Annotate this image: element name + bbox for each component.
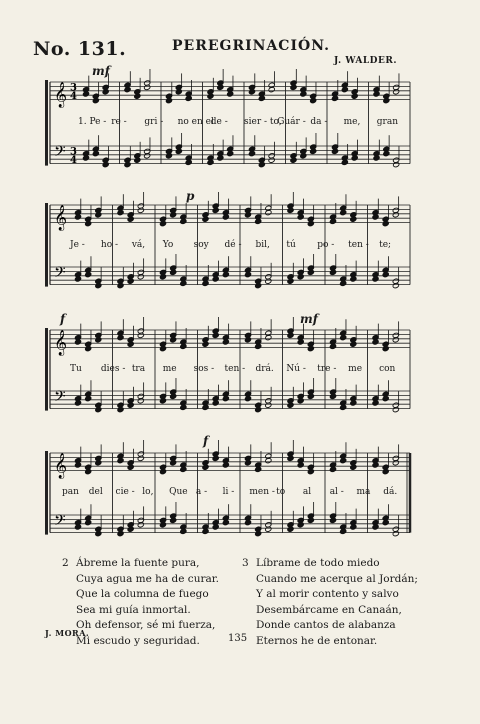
verse-number: 3	[242, 557, 249, 569]
lyric-syllable: tre -	[317, 364, 337, 374]
lyric-syllable: soy	[193, 240, 209, 250]
lyric-syllable: Tu	[70, 364, 82, 374]
lyric-syllable: bil,	[255, 240, 270, 250]
lyric-syllable: lo,	[142, 487, 154, 497]
lyric-syllable: tú	[286, 240, 296, 250]
lyricist-credit: J. MORA.	[45, 628, 90, 638]
time-signature: 3	[70, 82, 77, 94]
lyric-syllable: cie -	[115, 487, 135, 497]
verse-line: Y al morir contento y salvo	[256, 588, 399, 600]
lyric-syllable: gri -	[144, 117, 164, 127]
lyric-syllable: Guár -	[277, 117, 306, 127]
lyric-syllable: tra	[131, 364, 146, 374]
lyric-syllable: me	[348, 364, 363, 374]
lyric-syllable: po -	[317, 240, 335, 250]
verse-line: Que la columna de fuego	[76, 588, 209, 600]
verse-line: Sea mi guía inmortal.	[76, 603, 191, 616]
lyric-syllable: al	[302, 487, 312, 497]
lyric-syllable: Yo	[162, 240, 174, 250]
lyric-syllable: me,	[343, 117, 361, 127]
hymn-title: PEREGRINACIÓN.	[172, 38, 330, 54]
lyric-syllable: al -	[329, 487, 344, 497]
lyric-syllable: dá.	[383, 487, 398, 497]
lyric-syllable: dies -	[100, 364, 126, 374]
brace	[45, 80, 48, 166]
time-signature: 3	[70, 146, 77, 158]
lyric-syllable: me	[162, 364, 177, 374]
lyric-syllable: vá,	[131, 240, 146, 250]
lyric-syllable: 1. Pe -	[78, 117, 107, 127]
lyric-syllable: dé -	[224, 240, 242, 250]
lyric-syllable: sos -	[193, 364, 215, 374]
dynamic-p: p	[186, 189, 195, 203]
time-signature: 4	[70, 155, 77, 167]
dynamic-f-2: f	[203, 434, 209, 448]
verse-number: 2	[62, 557, 69, 569]
bass-clef-icon: 𝄢	[54, 512, 66, 534]
lyric-syllable: con	[379, 364, 396, 374]
lyric-syllable: ten -	[224, 364, 246, 374]
lyric-syllable: da -	[310, 117, 328, 127]
lyric-syllable: ho -	[100, 240, 119, 250]
lyric-syllable: ten -	[348, 240, 369, 250]
composer-credit: J. WALDER.	[334, 56, 397, 66]
treble-clef-icon: 𝄞	[54, 82, 68, 108]
lyric-syllable: no en el	[177, 117, 214, 127]
lyric-syllable: to	[276, 487, 286, 497]
dynamic-f: f	[60, 312, 66, 326]
verse-line: Oh defensor, sé mi fuerza,	[76, 619, 216, 631]
lyric-syllable: Je -	[70, 240, 85, 250]
hymn-number: No. 131.	[33, 38, 127, 60]
lyric-syllable: men -	[249, 487, 275, 497]
lyric-syllable: sier - to,	[244, 117, 282, 127]
lyric-syllable: ma	[356, 487, 371, 497]
lyric-syllable: li -	[222, 487, 235, 497]
verse-line: Cuya agua me ha de curar.	[76, 572, 219, 585]
treble-clef-icon: 𝄞	[54, 330, 68, 356]
lyric-syllable: drá.	[255, 364, 274, 374]
time-signature: 4	[70, 91, 77, 103]
lyric-syllable: Nú -	[286, 364, 306, 374]
verse-3	[242, 556, 418, 649]
lyric-syllable: pan	[62, 487, 79, 497]
dynamic-mf-2: mf	[300, 312, 318, 326]
treble-clef-icon: 𝄞	[54, 205, 68, 231]
dynamic-mf: mf	[92, 64, 110, 78]
lyric-syllable: re -	[111, 117, 127, 127]
bass-clef-icon: 𝄢	[54, 264, 66, 286]
verse-line: Desembárcame en Canaán,	[256, 603, 402, 616]
lyric-syllable: Que	[169, 487, 188, 497]
brace	[45, 328, 48, 411]
treble-clef-icon: 𝄞	[54, 453, 68, 479]
bass-clef-icon: 𝄢	[54, 143, 66, 165]
brace	[45, 451, 48, 535]
verse-line: Donde cantos de alabanza	[256, 619, 396, 631]
verse-line: Ábreme la fuente pura,	[76, 557, 200, 569]
lyric-syllable: te;	[379, 240, 392, 250]
brace	[45, 203, 48, 287]
lyric-syllable: gran	[376, 117, 399, 127]
lyric-syllable: del	[88, 487, 103, 497]
verse-line: Cuando me acerque al Jordán;	[256, 572, 418, 585]
verse-line: Líbrame de todo miedo	[256, 557, 380, 569]
verse-line: Eternos he de entonar.	[256, 634, 378, 647]
lyric-syllable: de -	[210, 117, 228, 127]
page-number: 135	[228, 633, 248, 644]
verse-line: Mi escudo y seguridad.	[76, 634, 200, 647]
bass-clef-icon: 𝄢	[54, 388, 66, 410]
lyric-syllable: a -	[195, 487, 208, 497]
